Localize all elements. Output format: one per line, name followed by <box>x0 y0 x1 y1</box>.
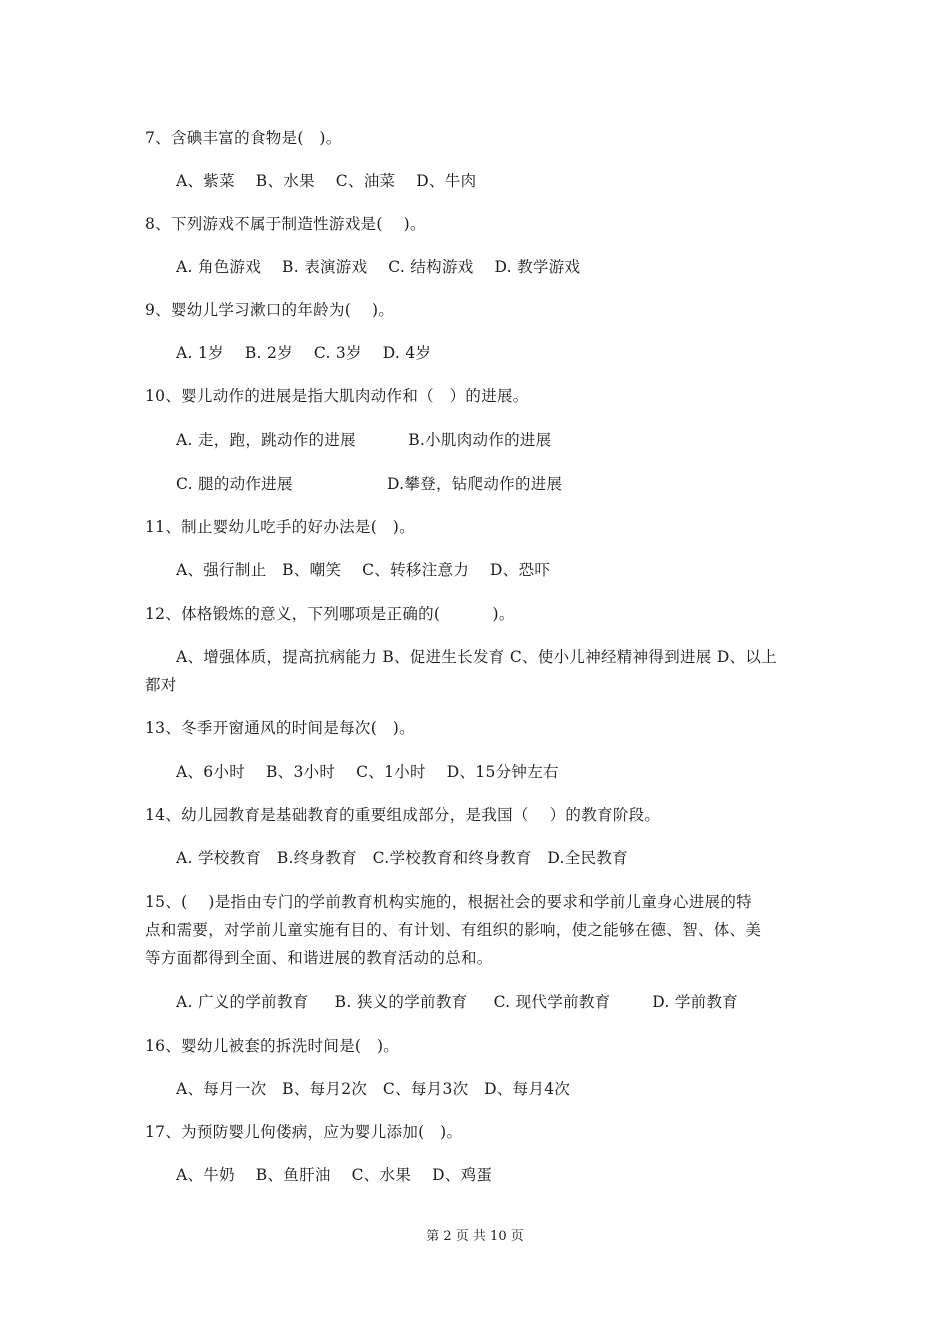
options-11: A、强行制止 B、嘲笑 C、转移注意力 D、恐吓 <box>176 561 551 579</box>
question-14: 14、幼儿园教育是基础教育的重要组成部分，是我国（ ）的教育阶段。 <box>145 806 661 824</box>
options-9: A. 1岁 B. 2岁 C. 3岁 D. 4岁 <box>176 344 432 362</box>
question-15: 15、( )是指由专门的学前教育机构实施的，根据社会的要求和学前儿童身心进展的特 <box>145 893 752 911</box>
question-15-line-2: 点和需要，对学前儿童实施有目的、有计划、有组织的影响，使之能够在德、智、体、美 <box>145 921 762 939</box>
options-12-line-2: 都对 <box>145 676 177 694</box>
options-8: A. 角色游戏 B. 表演游戏 C. 结构游戏 D. 教学游戏 <box>176 258 581 276</box>
page-footer: 第 2 页 共 10 页 <box>426 1229 524 1244</box>
options-15: A. 广义的学前教育 B. 狭义的学前教育 C. 现代学前教育 D. 学前教育 <box>176 993 739 1011</box>
question-8: 8、下列游戏不属于制造性游戏是( )。 <box>145 215 426 233</box>
question-15-line-3: 等方面都得到全面、和谐进展的教育活动的总和。 <box>145 949 493 967</box>
question-10: 10、婴儿动作的进展是指大肌肉动作和（ ）的进展。 <box>145 387 529 405</box>
options-16: A、每月一次 B、每月2次 C、每月3次 D、每月4次 <box>176 1080 571 1098</box>
options-13: A、6小时 B、3小时 C、1小时 D、15分钟左右 <box>176 763 559 781</box>
options-7: A、紫菜 B、水果 C、油菜 D、牛肉 <box>176 172 477 190</box>
options-10-line-1: A. 走，跑，跳动作的进展 B.小肌肉动作的进展 <box>176 431 552 449</box>
options-12-line-1: A、增强体质，提高抗病能力 B、促进生长发育 C、使小儿神经精神得到进展 D、以上 <box>176 648 777 666</box>
question-17: 17、为预防婴儿佝偻病，应为婴儿添加( )。 <box>145 1123 463 1141</box>
options-17: A、牛奶 B、鱼肝油 C、水果 D、鸡蛋 <box>176 1166 493 1184</box>
question-13: 13、冬季开窗通风的时间是每次( )。 <box>145 719 415 737</box>
options-10-line-2: C. 腿的动作进展 D.攀登，钻爬动作的进展 <box>176 475 563 493</box>
question-11: 11、制止婴幼儿吃手的好办法是( )。 <box>145 518 415 536</box>
question-16: 16、婴幼儿被套的拆洗时间是( )。 <box>145 1037 400 1055</box>
question-12: 12、体格锻炼的意义，下列哪项是正确的( )。 <box>145 605 515 623</box>
question-9: 9、婴幼儿学习漱口的年龄为( )。 <box>145 301 395 319</box>
options-14: A. 学校教育 B.终身教育 C.学校教育和终身教育 D.全民教育 <box>176 849 628 867</box>
question-7: 7、含碘丰富的食物是( )。 <box>145 129 342 147</box>
